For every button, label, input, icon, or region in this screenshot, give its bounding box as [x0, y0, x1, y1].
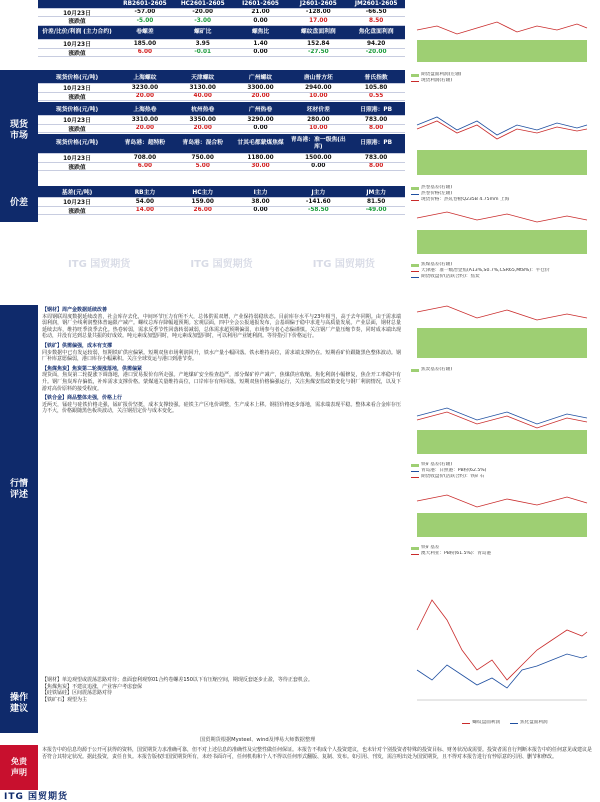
chart-hc-basis [407, 95, 599, 204]
header-cell: J主力 [311, 190, 326, 196]
table-row [38, 17, 405, 26]
spot-price-table-2 [38, 102, 405, 133]
spot-price-table-1 [38, 70, 405, 101]
change-cell: 20.00 [193, 125, 212, 132]
chart-svg [407, 95, 597, 185]
legend-label: 期货收盘价(活跃合约)：铁矿石 [421, 474, 485, 480]
change-cell: 10.00 [309, 125, 328, 132]
value-cell: 750.00 [191, 154, 214, 161]
change-cell: 0.00 [253, 125, 268, 132]
value-cell: 2940.00 [305, 84, 332, 91]
ops-item: 【焦煤焦炭】不建议追涨，产业客户考虑套保 [42, 683, 143, 690]
header-cell: 螺矿比 [194, 29, 212, 36]
value-cell: 54.00 [135, 198, 155, 205]
header-cell: 广州热卷 [248, 107, 273, 113]
value-cell: -141.60 [305, 198, 331, 205]
header-cell [38, 0, 116, 8]
ops-item: 【钢材】单边观望或震荡思路对待；盘面套利观察01合约卷螺差150以下有压缩空间，期现反套逐步止盈，等待正套机会。 [42, 677, 313, 683]
table-header-row [38, 0, 405, 9]
header-cell: 青岛港：超特粉 [124, 140, 166, 147]
change-cell: 20.00 [251, 93, 270, 100]
series-line [417, 117, 587, 135]
change-cell: 10.00 [309, 93, 328, 100]
change-cell: 20.00 [135, 125, 155, 132]
header-cell: 天津螺纹 [191, 75, 215, 81]
value-cell: -57.00 [134, 9, 156, 16]
table-header-row [38, 186, 405, 198]
change-cell: 6.00 [137, 163, 153, 170]
table-row [38, 125, 405, 134]
change-cell: -58.50 [307, 207, 329, 214]
legend-label: 铁矿基差(右轴) [421, 462, 453, 467]
legend-label: 天津港：准一级冶金焦(A13%,S0.7%,CSR65,Mt8%)：平仓价 [421, 268, 550, 274]
value-cell: 783.00 [364, 154, 388, 161]
review-paragraph [42, 366, 401, 392]
change-cell: 8.50 [368, 17, 384, 24]
value-cell: 159.00 [191, 198, 214, 205]
value-cell: 21.00 [251, 9, 270, 16]
disclaimer-label: 免责 声明 [11, 757, 27, 777]
header-cell: JM2601-2605 [354, 0, 398, 7]
futures-spread-table [38, 0, 405, 26]
value-cell: 280.00 [307, 116, 330, 123]
series-line [417, 121, 587, 139]
bar-area [417, 430, 587, 454]
header-cell: 青岛港：混合粉 [182, 140, 224, 147]
change-cell: -0.01 [194, 49, 212, 56]
header-cell: 上海热卷 [133, 107, 157, 113]
header-cell: JM主力 [366, 190, 386, 196]
chart-margin-lines [407, 570, 599, 726]
chart-legend [407, 462, 599, 481]
review-body: 同步数据中已有发运较弱，短期铁矿供应偏紧。短期双焦市场利润回升，铁水产量小幅回落。铁水维持高位，需求端支撑仍在。短期看矿价跟随黑色整体波动。钢厂补库意愿偏弱，港口库存小幅累积。关注全球发运与港口到港节奏。 [42, 349, 401, 363]
chart-svg [407, 0, 597, 72]
header-cell: HC主力 [192, 190, 214, 196]
company-logo: ITG 国贸期货 [4, 791, 69, 802]
basis-table [38, 186, 405, 215]
legend-label: 焦炭基差(右轴) [421, 367, 453, 372]
change-cell: 0.00 [253, 49, 268, 56]
legend-item [411, 551, 599, 557]
header-cell: 甘其毛都蒙煤焦煤 [237, 140, 284, 147]
table-row [38, 163, 405, 172]
change-cell: 8.00 [368, 163, 384, 170]
review-title: 【铁矿】供需偏强，成本有支撑 [42, 342, 113, 349]
value-cell: 3310.00 [131, 116, 159, 123]
change-cell: -49.00 [365, 207, 387, 214]
header-cell: J2601-2605 [299, 0, 337, 7]
header-cell: I2601-2605 [242, 0, 279, 7]
chart-coke-basis-2 [407, 292, 599, 373]
legend-label: 青岛港：日照港：PB粉(62.5%) [421, 468, 487, 474]
change-cell: 0.00 [311, 163, 326, 170]
table-row [38, 116, 405, 125]
watermark-text: ITG 国贸期货 [312, 258, 375, 270]
change-cell: 40.00 [193, 93, 212, 100]
table-row [38, 49, 405, 58]
header-cell: 螺纹盘面利润 [300, 29, 336, 36]
change-cell: -3.00 [194, 17, 212, 24]
change-cell: -20.00 [365, 49, 387, 56]
watermark-area [38, 222, 405, 302]
review-paragraph [42, 343, 401, 363]
header-cell: 上海螺纹 [133, 75, 157, 81]
basis-sidebar [0, 186, 38, 222]
chart-svg [407, 200, 597, 262]
chart-svg [407, 485, 597, 545]
series-line [417, 654, 587, 688]
legend-label: 螺纹盘面利润 [472, 720, 500, 725]
disclaimer-sidebar [0, 745, 38, 790]
series-line [417, 495, 587, 507]
review-paragraph [42, 395, 401, 415]
change-cell: 26.00 [193, 207, 212, 214]
header-cell: 广州螺纹 [248, 75, 273, 81]
date-cell: 10月23日 [63, 42, 91, 48]
legend-label: 焦化盘面利润 [520, 720, 548, 725]
legend-item [510, 720, 548, 726]
review-body: 近两天，锰硅与硅铁价格走强，锰矿报价坚挺，成本支撑较强。硅铁主产区电价调整，生产成本上移。钢招价格逐步落地，需求端表现平稳。整体来看合金库存压力不大，价格跟随黑色板块波动，关注钢招定价与成本变化。 [42, 401, 401, 415]
header-cell: 卷螺差 [136, 29, 154, 36]
change-cell: 17.00 [309, 17, 328, 24]
value-cell: 1180.00 [247, 154, 274, 161]
chart-legend [407, 720, 599, 726]
sidebar-label: 操作 建议 [9, 692, 28, 714]
legend-label: 澳大利亚：PB粉(61.5%)：青岛港 [421, 551, 492, 557]
table-header-row [38, 134, 405, 154]
bar-area [417, 328, 587, 358]
disclaimer-text: 本报告中的信息均源于公开可获得的资料，国贸期货力求准确可靠，但不对上述信息的准确性及完整性做任何保证。本报告不构成个人投资建议，也未针对个别投资者特殊的投资目标、财务状况或需要。投资者需自行判断本报告中的任何意见或建议是否符合其特定状况。据此投资，责任自负。本报告版权归国贸期货所有，未经书面许可，任何机构和个人不得以任何形式翻版、复制、发布。如引用、刊发，需注明出处为国贸期货，且不得对本报告进行有悖原意的引用、删节和修改。 [42, 747, 593, 760]
change-label: 涨跌值 [68, 19, 86, 25]
chart-profit [407, 0, 599, 84]
legend-label: 现货价格：热轧卷板Q235B 4.75mm 上海 [421, 197, 510, 203]
review-title: 【铁合金】商品整体走强，价格上行 [42, 395, 123, 402]
value-cell: 81.50 [366, 198, 386, 205]
series-line [417, 212, 587, 222]
series-line [417, 306, 587, 320]
value-cell: 94.20 [366, 40, 386, 47]
value-cell: -66.50 [365, 9, 387, 16]
legend-label: 热卷价格(左轴) [421, 191, 453, 197]
series-line [417, 412, 587, 428]
header-cell: 普氏指数 [364, 75, 388, 81]
date-cell: 10月23日 [63, 10, 91, 16]
table-header-row [38, 102, 405, 116]
chart-legend [407, 545, 599, 557]
ops-item: 【硅铁锰硅】区间震荡思路对待 [42, 690, 113, 697]
table-row [38, 198, 405, 207]
bar-area [417, 150, 587, 175]
review-title: 【钢材】周产金数据延续改善 [42, 307, 108, 313]
table-header-row [38, 70, 405, 84]
table-row [38, 207, 405, 216]
value-cell: 708.00 [133, 154, 157, 161]
header-cell: 日照港：PB [360, 107, 393, 113]
spread-ratio-table [38, 26, 405, 57]
table-row [38, 154, 405, 163]
header-cell: 日照港：PB [360, 140, 393, 147]
ops-advice-text [38, 675, 405, 733]
ops-sidebar [0, 675, 38, 733]
header-cell: 基差(元/吨) [61, 190, 93, 196]
review-body: 本周钢联周度数据延续改善，社会库存去化，中间环节压力有所不大，总体供需双增，产业保持弱稳状态。目前库存水平与23年相当，高于去年同期。由于需求端弱利润，钢厂全线利润整体普遍限产减产。螺纹总库存降幅超预期。宏观层面，四中全会公报通报发布，会基调偏于稳中求进与高质量发展。产业层面，钢材总量延续去库，维持旺季淡季去化。热卷转弱，需求反季节性回落转弱减弱，总体需求超预期偏弱，市场参与者心态偏谨慎。关注钢厂产量压缩节奏，同时成本端出现松动，并没有达到总量共振的好成效。吨元素成加盟同时，吨元素成加盟同时，可以利用产业链利润。等待指引下价格运行。 [42, 313, 401, 340]
sidebar-label: 价差 [9, 198, 28, 209]
change-cell: 0.55 [368, 93, 384, 100]
change-label: 涨跌值 [68, 126, 86, 132]
chart-iron-basis [407, 390, 599, 481]
review-sidebar [0, 305, 38, 675]
header-cell: 现货价格(元/吨) [55, 140, 99, 147]
date-cell: 10月23日 [63, 156, 91, 162]
disclaimer [0, 745, 600, 790]
date-cell: 10月23日 [63, 118, 91, 124]
change-cell: 20.00 [135, 93, 155, 100]
value-cell: 3350.00 [189, 116, 216, 123]
legend-label: 焦煤基差(右轴) [421, 262, 453, 267]
series-line [417, 22, 587, 34]
header-cell: RB2601-2605 [123, 0, 167, 7]
header-cell: 螺焦比 [251, 29, 270, 36]
bar-area [417, 40, 587, 62]
sidebar-label: 现货 市场 [9, 119, 28, 141]
legend-label: 现货利润(右轴) [421, 78, 453, 84]
header-cell: 杭州热卷 [191, 107, 215, 113]
chart-panel [405, 0, 600, 745]
bar-area [417, 513, 587, 537]
table-row [38, 84, 405, 93]
header-cell: 坯材价差 [306, 107, 330, 113]
value-cell: 3300.00 [247, 84, 274, 91]
chart-coke-basis [407, 200, 599, 281]
review-body: 现货面，焦炭第二轮提涨下调落地，港口贸易报价有所走强。产地煤矿安全检查趋严，部分煤矿停产减产，焦煤供应收缩。焦化利润小幅修复，焦企开工率稳中有升。钢厂焦炭库存偏低，补库需求支撑价格。蒙煤通关量维持高位，口岸库存有所回落。短期双焦价格偏强运行，关注焦煤安监政策变化与钢厂利润情况，以及下游对高价原料的接受程度。 [42, 372, 401, 392]
change-label: 涨跌值 [68, 208, 86, 214]
watermark-text: ITG 国贸期货 [190, 258, 253, 270]
value-cell: 3130.00 [189, 84, 216, 91]
value-cell: 3230.00 [131, 84, 159, 91]
legend-item [462, 720, 500, 726]
series-line [417, 408, 587, 424]
change-cell: 14.00 [135, 207, 155, 214]
change-cell: 0.00 [253, 17, 268, 24]
value-cell: 105.80 [364, 84, 388, 91]
review-paragraph [42, 307, 401, 340]
header-cell: 唐山普方坯 [303, 75, 333, 81]
change-label: 涨跌值 [68, 50, 86, 56]
chart-bars [417, 40, 587, 62]
series-line [417, 600, 587, 680]
spot-price-table-3 [38, 134, 405, 171]
value-cell: 3.95 [195, 40, 210, 47]
chart-legend [407, 367, 599, 373]
bar-area [417, 230, 587, 254]
change-cell: 8.00 [368, 125, 384, 132]
value-cell: 783.00 [364, 116, 388, 123]
watermark-text: ITG 国贸期货 [68, 258, 131, 270]
legend-label: 热卷基差(右轴) [421, 185, 453, 190]
change-cell: 0.00 [253, 207, 268, 214]
spot-market-sidebar [0, 70, 38, 192]
review-title: 【焦煤焦炭】焦炭第二轮提涨落地，供需偏紧 [42, 365, 143, 372]
table-row [38, 9, 405, 18]
market-review-text [38, 305, 405, 675]
value-cell: 1.40 [253, 40, 268, 47]
legend-label: 铁矿基差 [421, 545, 440, 550]
change-label: 涨跌值 [68, 164, 86, 170]
date-cell: 10月23日 [63, 86, 91, 92]
legend-item [411, 274, 599, 280]
header-cell: 焦化盘面利润 [358, 29, 394, 36]
chart-svg [407, 570, 597, 720]
value-cell: 3290.00 [247, 116, 274, 123]
date-cell: 10月23日 [63, 200, 91, 206]
chart-svg [407, 390, 597, 462]
header-cell: HC2601-2605 [180, 0, 225, 7]
header-cell: 现货价格(元/吨) [55, 75, 99, 81]
data-source-note: 国贸期货根据Mysteel、wind及博易大师数据整理 [200, 737, 316, 743]
sidebar-label: 行情 评述 [9, 478, 28, 500]
legend-item [411, 367, 599, 373]
header-cell: 青岛港：准一级焦(出库) [290, 137, 346, 150]
chart-legend [407, 72, 599, 84]
change-label: 涨跌值 [68, 94, 86, 100]
change-cell: 5.00 [195, 163, 210, 170]
value-cell: -20.00 [192, 9, 214, 16]
change-cell: -27.50 [307, 49, 329, 56]
legend-item [411, 474, 599, 480]
chart-svg [407, 292, 597, 367]
change-cell: -5.00 [136, 17, 154, 24]
header-cell: RB主力 [134, 190, 156, 196]
ops-item: 【铁矿石】观望为主 [42, 696, 88, 703]
table-row [38, 93, 405, 102]
chart-pb-basis [407, 485, 599, 557]
legend-label: 期货收盘价(活跃合约)：焦炭 [421, 274, 480, 280]
chart-legend [407, 262, 599, 281]
header-cell: I主力 [253, 190, 268, 196]
change-cell: 6.00 [137, 49, 153, 56]
value-cell: 1500.00 [305, 154, 332, 161]
change-cell: 30.00 [251, 163, 270, 170]
value-cell: 38.00 [251, 198, 270, 205]
value-cell: 185.00 [133, 40, 157, 47]
header-cell: 现货价格(元/吨) [55, 107, 99, 113]
header-cell: 价差/比价/利润 (主力合约) [42, 29, 112, 36]
legend-item [411, 78, 599, 84]
table-header-row [38, 26, 405, 40]
table-row [38, 40, 405, 49]
value-cell: 152.84 [307, 40, 330, 47]
legend-label: 期货盘面利润(左轴) [421, 72, 462, 77]
value-cell: -128.00 [305, 9, 331, 16]
footer [0, 790, 600, 800]
